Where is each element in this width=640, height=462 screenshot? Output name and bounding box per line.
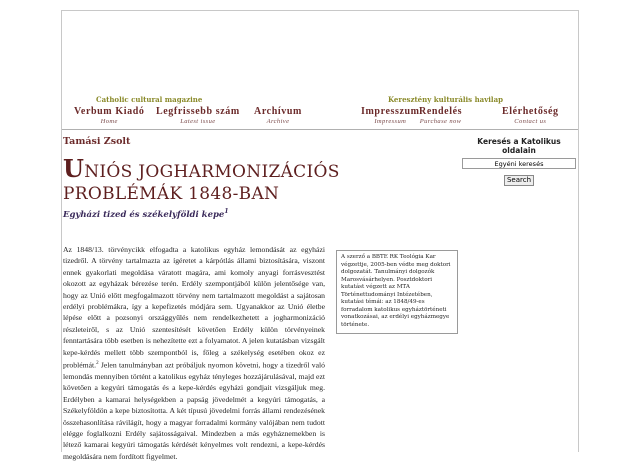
search-button[interactable]: Search <box>504 175 534 186</box>
title-line-2: PROBLÉMÁK 1848-BAN <box>63 184 280 204</box>
body-text-2: Jelen tanulmányban azt próbáljuk nyomon követni, hogy a tizedről való lemondás mennyiben történt a katolikus egyház tényleges hozzájárulásával, majd ezt követően a kegyúri támogatás és a kepe-kérdés egyházi gondjait vizsgáljuk meg. Erdélyben a kamarai helységekben a papság jövedelmét a kegyúri támogatás, a Székelyföldön a kepe biztosította. A két típusú jövedelmi forrás állami rendezésének összehasonlítása rávilágít, hogy a magyar forradalmi kormány valójában nem tudott elégge foglalkozni Erdély sajátosságaival. Mindezben a más egyháznemekben is létező kamarai kegyúri támogatás kérdését kényelmes volt rendezni, a kepe-kérdés megoldására nem fordított figyelmet. <box>63 360 325 461</box>
nav-label: Legfrissebb szám <box>156 106 240 117</box>
subtitle-footnote-ref[interactable]: 1 <box>224 208 229 215</box>
nav-home[interactable] <box>74 106 144 125</box>
search-input[interactable] <box>462 158 576 169</box>
title-initial: U <box>63 154 85 183</box>
nav-contact[interactable] <box>502 106 559 125</box>
nav-sublabel: Latest issue <box>180 118 216 125</box>
search-heading: Keresés a Katolikus oldalain <box>477 137 561 155</box>
nav-impressum[interactable] <box>361 106 420 125</box>
nav-sublabel: Contact us <box>514 118 547 125</box>
nav-sublabel: Home <box>100 118 118 125</box>
nav-archive[interactable] <box>254 106 302 125</box>
nav-label: Elérhetőség <box>502 106 559 117</box>
nav-sublabel: Impressum <box>374 118 407 125</box>
nav-divider <box>62 129 578 130</box>
body-paragraph <box>63 244 453 462</box>
author-note: A szerző a BBTE RK Teológia Kar végzettje, 2005-ben védte meg doktori dolgozatát. Tanulmányi dolgozók Marosvásárhelyen. Posztdoktori kutatást végzett az MTA Történettudományi Intézetében, kutatási témái: az 1848/49-es forradalom katolikus egyháztörténeti vonatkozásai, az erdélyi egyházmegye története. <box>336 250 458 334</box>
search-sidebar <box>460 137 578 187</box>
main-navigation <box>62 106 578 128</box>
body-text-1: Az 1848/13. törvénycikk elfogadta a katolikus egyház lemondását az egyházi tizedről. A törvény tartalmazta az ígéretet a kárpótlás állami biztosítására, viszont ennek gyakorlati megoldása váratott magára, ami komoly anyagi forrásvesztést okozott az egyházak bérezése terén. Erdély szempontjából külön jelentősége van, hogy az Unió előtt megfogalmazott törvény nem tartalmazott megoldást a sajátosan erdélyi problémákra, így a kepefizetés módjára sem. Ugyanakkor az Unió életbe lépése előtt a pozsonyi országgyűlés nem rendelkezhetett a jogharmonizáció részleteiről, s az Unió szentesítését követően Erdély külön törvényeinek fenntartására több esetben is nehezítette ezt a folyamatot. A jelen kutatásban vizsgált kepe-kérdés mellett több szempontból is, főleg a székelység esetében okoz ez problémát. <box>63 245 325 370</box>
article-subtitle <box>63 208 229 220</box>
article-body <box>63 244 453 462</box>
article-author: Tamási Zsolt <box>63 136 131 147</box>
nav-sublabel: Purchase now <box>419 118 462 125</box>
nav-sublabel: Archive <box>266 118 290 125</box>
nav-label: Archívum <box>254 106 302 117</box>
nav-label: Verbum Kiadó <box>74 106 145 117</box>
body-footnote-ref[interactable]: 2 <box>96 361 99 367</box>
article-title <box>63 154 453 205</box>
nav-purchase[interactable] <box>419 106 462 125</box>
nav-label: Impresszum <box>361 106 420 117</box>
nav-label: Rendelés <box>419 106 463 117</box>
nav-latest-issue[interactable] <box>156 106 240 125</box>
title-line-1: NIÓS JOGHARMONIZÁCIÓS <box>84 162 340 182</box>
subtitle-text: Egyházi tized és székelyföldi kepe <box>63 209 225 220</box>
tagline-hungarian: Keresztény kulturális havilap <box>388 95 504 104</box>
tagline-english: Catholic cultural magazine <box>96 95 203 104</box>
